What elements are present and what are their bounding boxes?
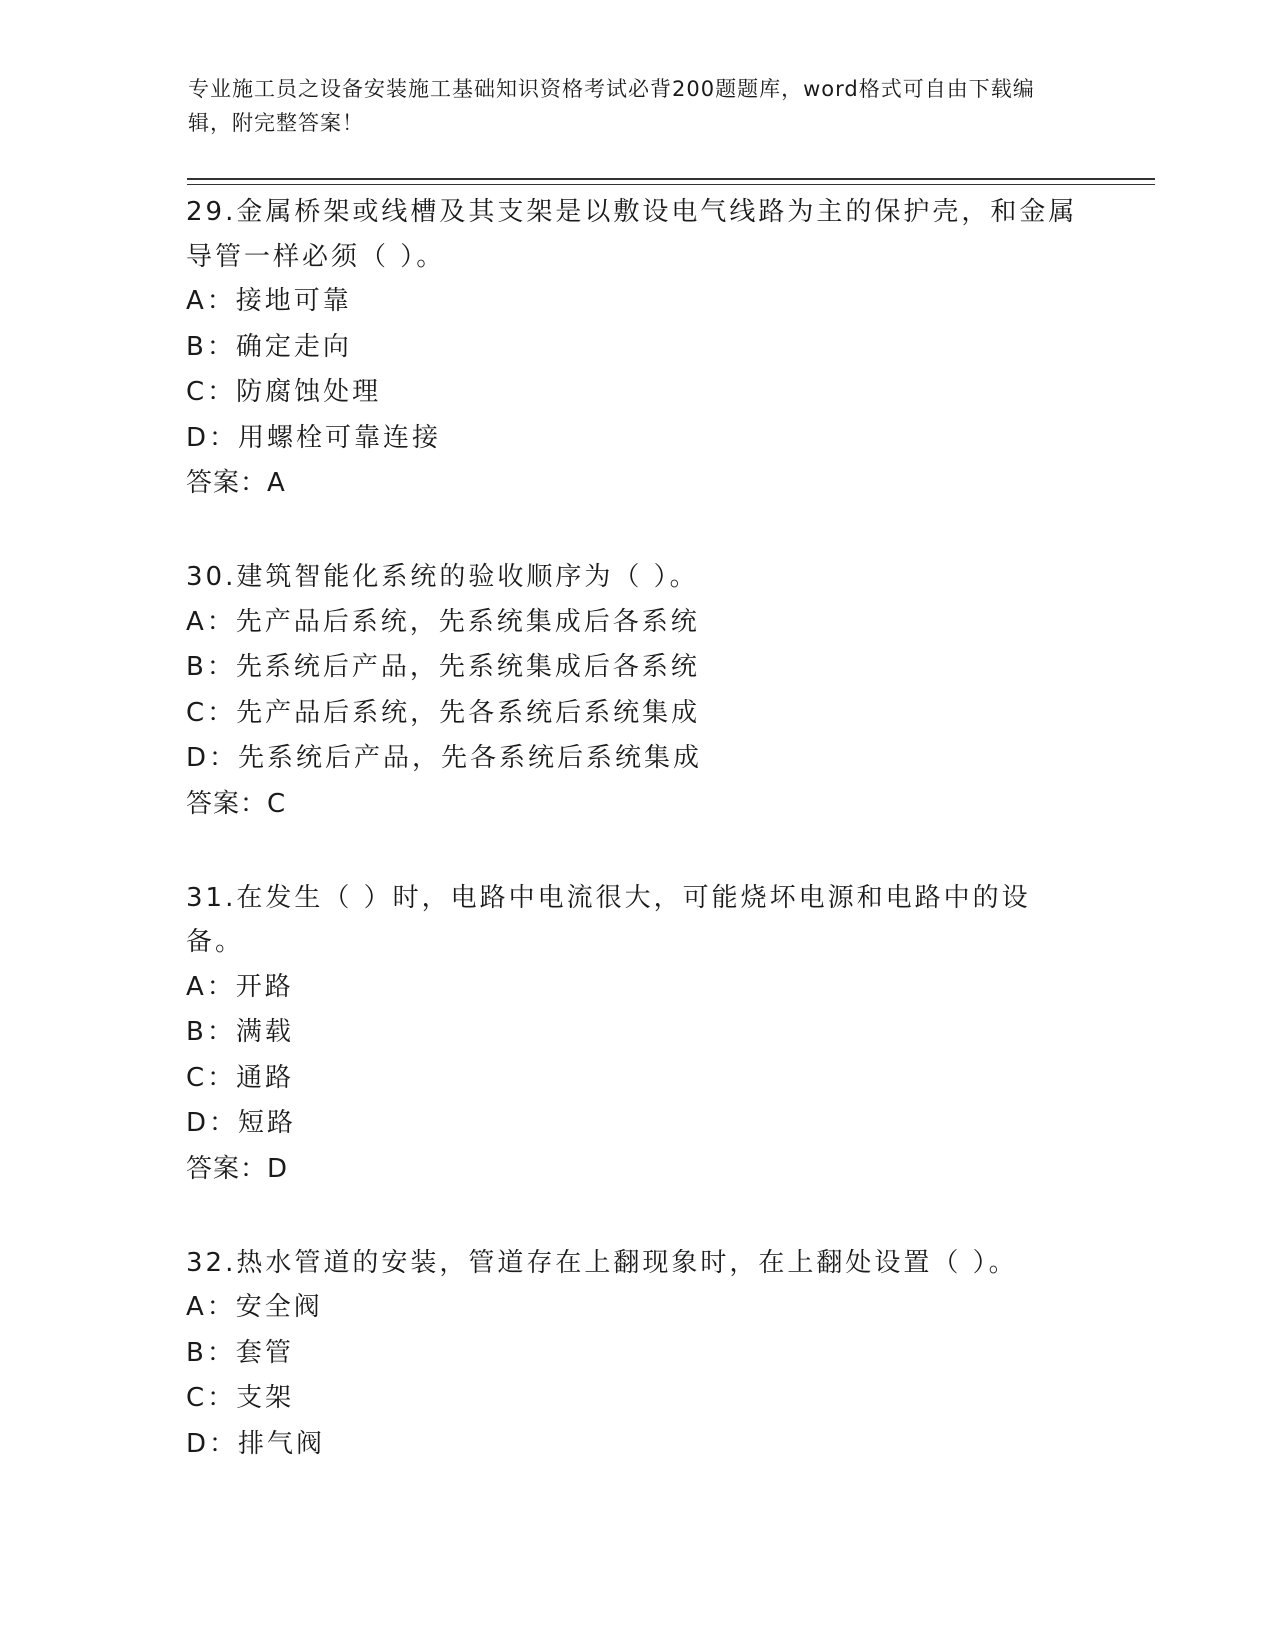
answer-label: 答案： — [186, 468, 268, 498]
option-a: A：安全阀 — [186, 1292, 323, 1322]
answer-label: 答案： — [186, 788, 268, 819]
question-29 — [186, 188, 1086, 506]
option-b: B：套管 — [186, 1337, 294, 1368]
option-b: B：先系统后产品，先系统集成后各系统 — [186, 652, 700, 682]
option-c: C：支架 — [186, 1383, 295, 1413]
answer-value: C — [267, 788, 287, 819]
option-d: D：短路 — [186, 1108, 297, 1138]
answer — [186, 461, 1086, 506]
page-header: 专业施工员之设备安装施工基础知识资格考试必背200题题库，word格式可自由下载编辑，附完整答案！ — [188, 77, 1035, 135]
option-list — [186, 965, 1086, 1147]
option-c: C：先产品后系统，先各系统后系统集成 — [186, 697, 701, 728]
question-list — [186, 188, 1086, 1514]
option-list — [186, 600, 1086, 782]
option-list — [186, 279, 1086, 461]
answer — [186, 1147, 1086, 1192]
question-text: 30.建筑智能化系统的验收顺序为（ ）。 — [186, 562, 699, 592]
header-divider-thin — [187, 184, 1155, 185]
option-a: A：接地可靠 — [186, 286, 352, 316]
answer — [186, 782, 1086, 827]
option-d: D：用螺栓可靠连接 — [186, 422, 442, 453]
question-32 — [186, 1239, 1086, 1468]
question-30 — [186, 553, 1086, 827]
option-b: B：满载 — [186, 1017, 294, 1047]
option-list — [186, 1285, 1086, 1467]
question-text: 29.金属桥架或线槽及其支架是以敷设电气线路为主的保护壳，和金属导管一样必须（ ）。 — [186, 197, 1078, 272]
option-a: A：开路 — [186, 971, 294, 1002]
answer-value: A — [267, 468, 286, 498]
option-d: D：先系统后产品，先各系统后系统集成 — [186, 743, 703, 773]
option-c: C：通路 — [186, 1062, 295, 1093]
option-d: D：排气阀 — [186, 1428, 326, 1459]
question-text: 31.在发生（ ）时，电路中电流很大，可能烧坏电源和电路中的设备。 — [186, 882, 1031, 957]
option-b: B：确定走向 — [186, 331, 352, 362]
question-31 — [186, 874, 1086, 1192]
answer-label: 答案： — [186, 1153, 268, 1184]
header-divider — [187, 178, 1155, 180]
answer-value: D — [267, 1153, 289, 1184]
question-text: 32.热水管道的安装，管道存在上翻现象时，在上翻处设置（ ）。 — [186, 1247, 1018, 1278]
option-c: C：防腐蚀处理 — [186, 377, 382, 407]
option-a: A：先产品后系统，先系统集成后各系统 — [186, 606, 700, 637]
